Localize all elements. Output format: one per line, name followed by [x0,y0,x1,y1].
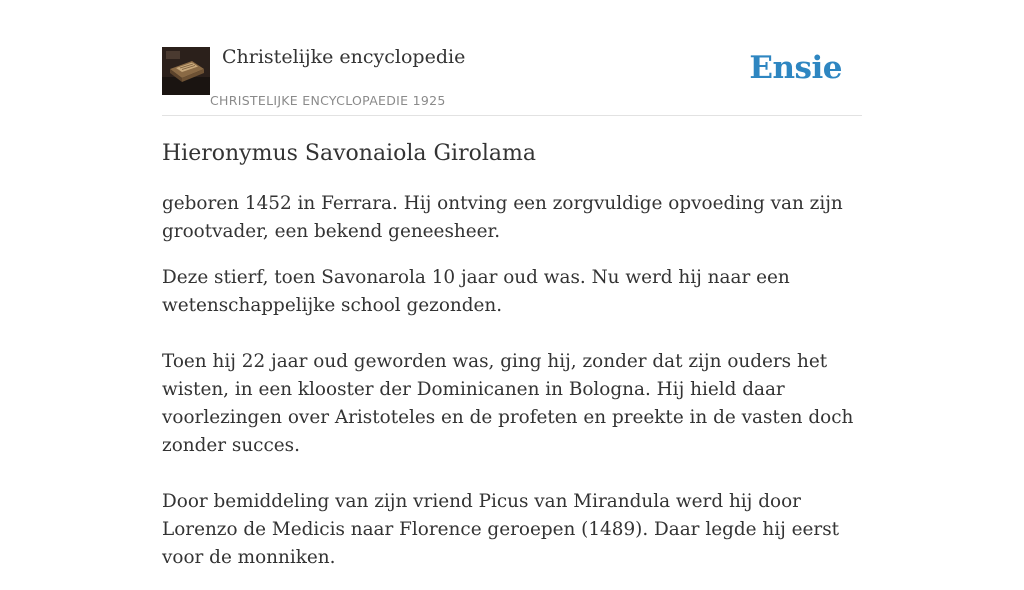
article-title: Hieronymus Savonaiola Girolama [162,141,536,166]
ensie-logo-link[interactable]: Ensie [749,50,842,86]
article-paragraph: Toen hij 22 jaar oud geworden was, ging hij, zonder dat zijn ouders het wisten, in een klooster der Dominicanen in Bologna. Hij hield daar voorlezingen over Aristoteles en de profeten en preekte in de vasten doch zonder succes. [162,351,854,456]
site-subtitle: CHRISTELIJKE ENCYCLOPAEDIE 1925 [210,93,446,108]
article-paragraph: Door bemiddeling van zijn vriend Picus van Mirandula werd hij door Lorenzo de Medicis naar Florence geroepen (1489). Daar legde hij eerst voor de monniken. [162,491,840,568]
header-divider [162,115,862,116]
article-body [162,138,862,590]
site-header [162,46,862,116]
site-title[interactable]: Christelijke encyclopedie [222,46,466,68]
article-paragraph: Deze stierf, toen Savonarola 10 jaar oud was. Nu werd hij naar een wetenschappelijke school gezonden. [162,267,790,316]
article-paragraph: geboren 1452 in Ferrara. Hij ontving een zorgvuldige opvoeding van zijn grootvader, een bekend geneesheer. [162,193,843,242]
encyclopedia-book-avatar-icon[interactable] [162,47,210,95]
